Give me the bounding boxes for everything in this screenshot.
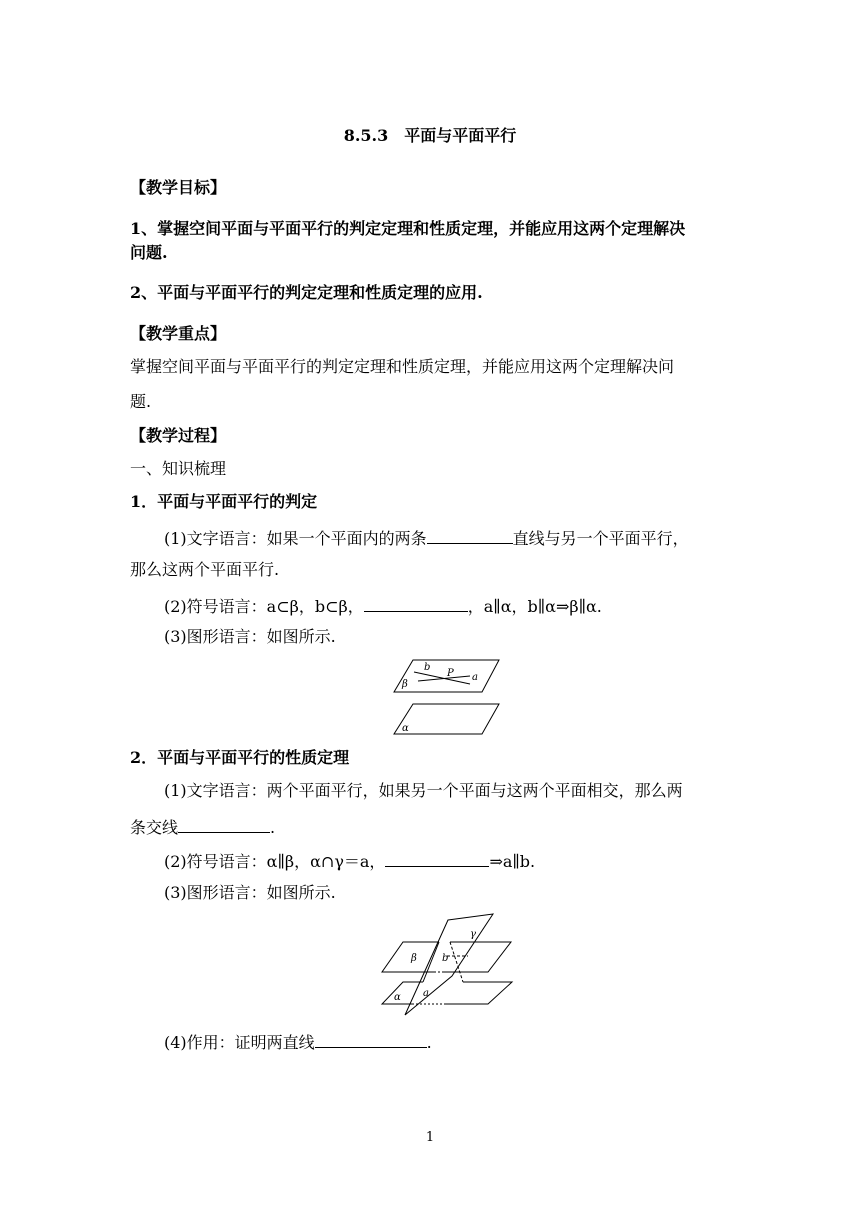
- process-header: 【教学过程】: [130, 426, 227, 445]
- property-text-suffix: .: [270, 818, 276, 837]
- label-b: b: [424, 662, 431, 673]
- plane-gamma-shape: [405, 914, 493, 1015]
- judgement-text-line-1: [164, 526, 689, 549]
- objective-1-line-2: 问题.: [130, 243, 168, 262]
- blank-line: [178, 815, 270, 833]
- line-b: [414, 672, 470, 684]
- judgement-text-suffix: 直线与另一个平面平行，: [512, 529, 689, 548]
- keypoints-line-2: 题.: [130, 392, 152, 411]
- objective-1-line-1: 1、掌握空间平面与平面平行的判定定理和性质定理，并能应用这两个定理解决: [130, 219, 686, 238]
- label-alpha: α: [394, 992, 401, 1003]
- property-heading: 2．平面与平面平行的性质定理: [130, 748, 350, 767]
- keypoints-header: 【教学重点】: [130, 324, 227, 343]
- part-1-heading: 一、知识梳理: [130, 459, 227, 478]
- plane-alpha-shape: [382, 982, 423, 1004]
- judgement-figure-label: (3)图形语言：如图所示.: [164, 627, 336, 646]
- page-number: 1: [425, 1130, 435, 1145]
- property-symbol-suffix: ⇒a∥b.: [489, 852, 536, 871]
- plane-alpha-shape-right: [445, 982, 512, 1004]
- document-title: 8.5.3 平面与平面平行: [343, 126, 517, 145]
- blank-line: [427, 526, 513, 544]
- label-p: P: [447, 668, 454, 679]
- line-a: [418, 676, 470, 681]
- plane-alpha-shape: [394, 704, 499, 734]
- plane-beta-shape-right: [444, 942, 511, 972]
- judgement-symbol-line: [164, 594, 602, 617]
- figure-plane-parallel-judgement: [388, 656, 508, 736]
- label-b: b: [442, 953, 449, 964]
- keypoints-line-1: 掌握空间平面与平面平行的判定定理和性质定理，并能应用这两个定理解决问: [130, 357, 675, 376]
- label-a: a: [423, 988, 429, 999]
- judgement-text-line-2: 那么这两个平面平行.: [130, 560, 280, 579]
- figure-plane-parallel-property: [378, 910, 518, 1020]
- judgement-heading: 1．平面与平面平行的判定: [130, 492, 318, 511]
- label-a: a: [472, 672, 478, 683]
- property-text-prefix: 条交线: [130, 818, 179, 837]
- property-text-line-2: [130, 815, 275, 838]
- blank-line: [364, 594, 468, 612]
- blank-line: [385, 849, 489, 867]
- objectives-header: 【教学目标】: [130, 178, 227, 197]
- property-figure-label: (3)图形语言：如图所示.: [164, 883, 336, 902]
- judgement-symbol-prefix: (2)符号语言：a⊂β，b⊂β，: [164, 597, 364, 616]
- property-symbol-prefix: (2)符号语言：α∥β，α∩γ＝a，: [164, 852, 386, 871]
- property-text-line-1: (1)文字语言：两个平面平行，如果另一个平面与这两个平面相交，那么两: [164, 781, 683, 800]
- judgement-text-prefix: (1)文字语言：如果一个平面内的两条: [164, 529, 427, 548]
- property-usage-suffix: .: [426, 1033, 432, 1052]
- property-symbol-line: [164, 849, 535, 872]
- label-beta: β: [411, 953, 417, 964]
- label-gamma: γ: [470, 929, 476, 940]
- property-usage-prefix: (4)作用：证明两直线: [164, 1033, 315, 1052]
- label-alpha: α: [402, 723, 409, 734]
- judgement-symbol-suffix: ，a∥α，b∥α⇒β∥α.: [467, 597, 602, 616]
- objective-2: 2、平面与平面平行的判定定理和性质定理的应用.: [130, 283, 483, 302]
- gamma-edge: [423, 942, 439, 982]
- blank-line: [315, 1030, 427, 1048]
- label-beta: β: [402, 679, 408, 690]
- property-usage-line: [164, 1030, 432, 1053]
